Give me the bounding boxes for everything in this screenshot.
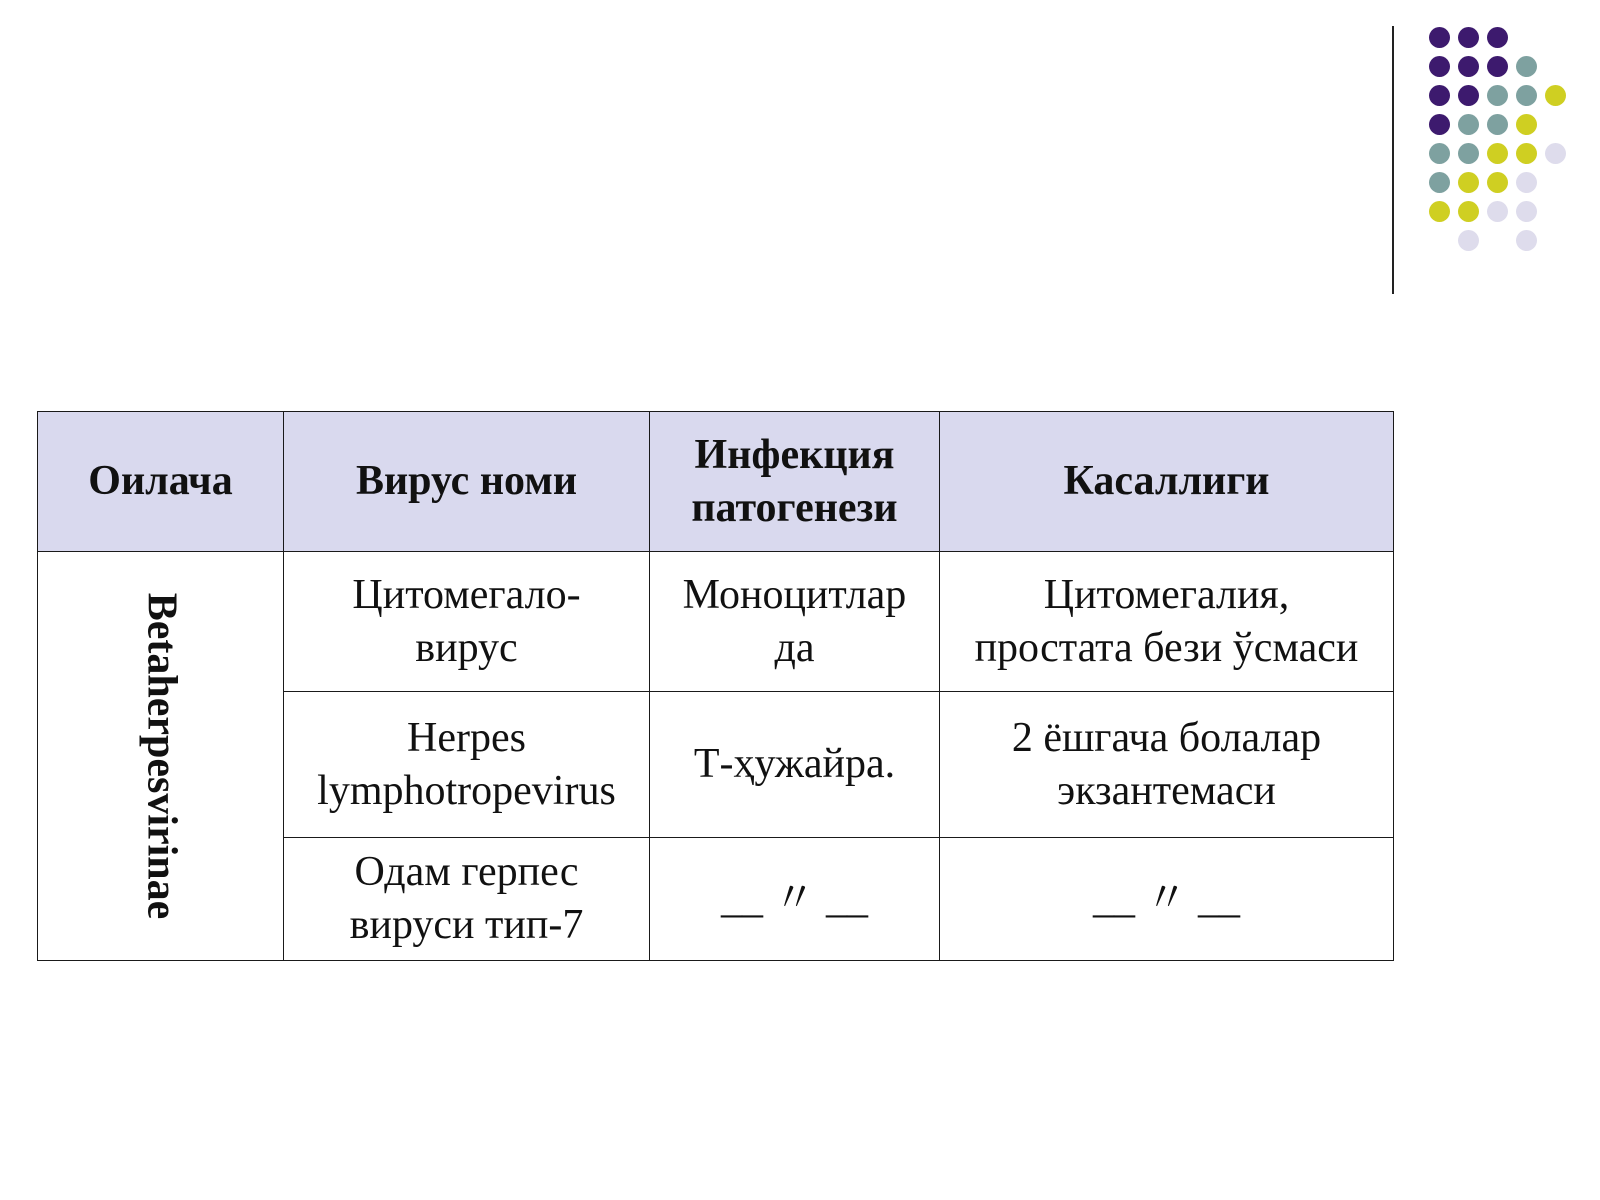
virus-cell	[284, 692, 650, 838]
header-family	[38, 412, 284, 552]
header-virus-name	[284, 412, 650, 552]
dot	[1516, 114, 1537, 135]
header-pathogenesis	[650, 412, 940, 552]
cell-text: Т-ҳужайра.	[693, 741, 896, 787]
dot	[1516, 143, 1537, 164]
dot	[1458, 143, 1479, 164]
cell-text: Цитомегало-	[352, 571, 581, 618]
dot	[1545, 143, 1566, 164]
cell-text: __ 〃 __	[720, 875, 868, 922]
table-row	[38, 552, 1394, 692]
cell-text: простата бези ўсмаси	[974, 624, 1359, 671]
cell-text: Цитомегалия,	[1043, 571, 1290, 618]
dot	[1487, 27, 1508, 48]
cell-text: __ 〃 __	[1092, 875, 1240, 922]
dot	[1487, 85, 1508, 106]
pathogenesis-cell	[650, 552, 940, 692]
cell-text: Одам герпес	[354, 849, 579, 895]
dot	[1516, 201, 1537, 222]
dot	[1458, 230, 1479, 251]
pathogenesis-cell	[650, 692, 940, 838]
dot	[1429, 143, 1450, 164]
dot	[1429, 201, 1450, 222]
header-text: Инфекция	[694, 431, 895, 478]
dot	[1458, 201, 1479, 222]
disease-cell	[940, 552, 1394, 692]
dot	[1429, 56, 1450, 77]
dot	[1458, 56, 1479, 77]
cell-text: Моноцитлар	[682, 571, 907, 618]
dot	[1487, 114, 1508, 135]
header-text: Вирус номи	[355, 458, 578, 504]
dot	[1545, 85, 1566, 106]
dot	[1429, 114, 1450, 135]
cell-text: Herpes	[407, 714, 526, 761]
header-disease	[940, 412, 1394, 552]
cell-text: вируси тип-7	[349, 902, 584, 948]
table-header-row	[38, 412, 1394, 552]
header-text: Касаллиги	[1063, 458, 1270, 504]
header-text: Оилача	[88, 458, 233, 504]
pathogenesis-cell	[650, 838, 940, 961]
cell-text: экзантемаси	[1057, 767, 1276, 814]
dot	[1516, 172, 1537, 193]
dot	[1487, 201, 1508, 222]
family-cell	[38, 552, 284, 961]
dot	[1458, 85, 1479, 106]
dot	[1429, 27, 1450, 48]
dot	[1429, 172, 1450, 193]
disease-cell	[940, 692, 1394, 838]
dot	[1516, 230, 1537, 251]
cell-text: вирус	[415, 624, 518, 671]
dot	[1458, 114, 1479, 135]
dot	[1487, 143, 1508, 164]
dot	[1516, 56, 1537, 77]
decorative-divider-line	[1392, 26, 1394, 294]
family-label: Betaherpesvirinae	[138, 592, 184, 920]
header-text: патогенези	[691, 484, 898, 531]
dot	[1516, 85, 1537, 106]
virus-cell	[284, 552, 650, 692]
cell-text: 2 ёшгача болалар	[1011, 714, 1322, 761]
cell-text: да	[774, 624, 815, 671]
dot	[1458, 172, 1479, 193]
disease-cell	[940, 838, 1394, 961]
dot	[1429, 85, 1450, 106]
virus-cell	[284, 838, 650, 961]
dot	[1487, 172, 1508, 193]
dot	[1458, 27, 1479, 48]
dot	[1487, 56, 1508, 77]
cell-text: lymphotropevirus	[317, 767, 616, 814]
virus-table	[37, 411, 1394, 961]
